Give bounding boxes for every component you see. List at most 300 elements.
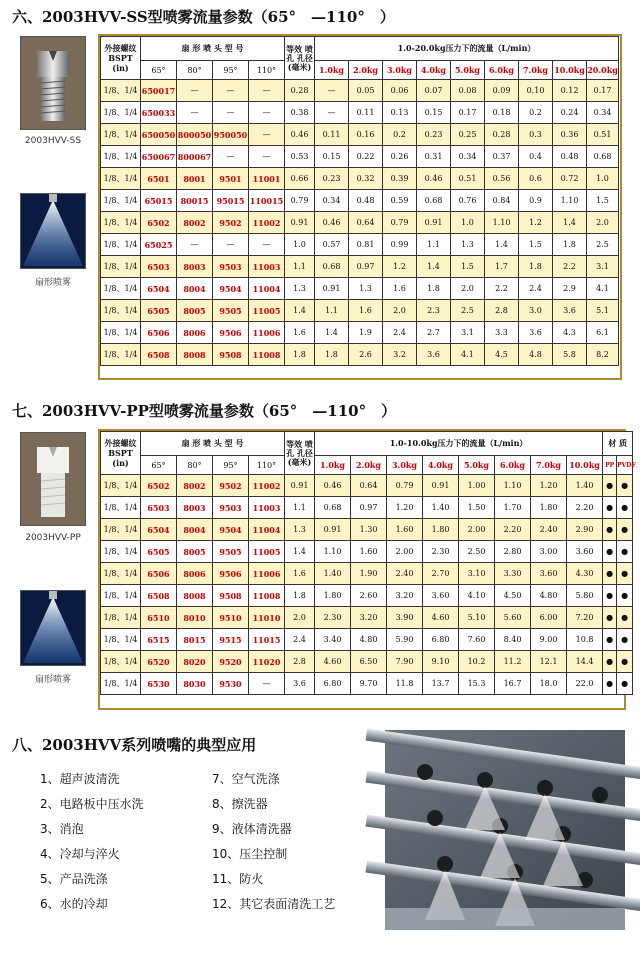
table-cell: 0.51 — [451, 168, 485, 190]
table-cell: ● — [603, 475, 617, 497]
table-cell: 1.4 — [285, 300, 315, 322]
table-cell: 6515 — [141, 629, 177, 651]
section-ss-title: 六、2003HVV-SS型喷雾流量参数（65° —110° ） — [12, 8, 395, 26]
table-cell: 2.40 — [531, 519, 567, 541]
table-cell: 2.0 — [285, 607, 315, 629]
table-cell: 2.2 — [553, 256, 587, 278]
pp-nozzle-photo — [20, 432, 86, 526]
table-cell: 11005 — [249, 300, 285, 322]
table-cell: 0.9 — [519, 190, 553, 212]
table-cell: 8002 — [177, 212, 213, 234]
table-cell: 1.4 — [417, 256, 451, 278]
pp-pressure-header: 5.0kg — [459, 456, 495, 475]
table-cell: 1/8、1/4 — [101, 124, 141, 146]
table-cell: 2.2 — [485, 278, 519, 300]
pp-angle-header: 80° — [177, 456, 213, 475]
table-cell: ● — [603, 585, 617, 607]
table-cell: 1/8、1/4 — [101, 300, 141, 322]
table-cell: 1/8、1/4 — [101, 146, 141, 168]
table-cell: 4.5 — [485, 344, 519, 366]
table-cell: 12.1 — [531, 651, 567, 673]
ss-nozzle-photo — [20, 36, 86, 130]
table-cell: 0.99 — [383, 234, 417, 256]
table-cell: 2.40 — [387, 563, 423, 585]
table-cell: 4.80 — [531, 585, 567, 607]
table-cell: — — [315, 80, 349, 102]
pp-material-header: PVDF — [617, 456, 633, 475]
list-item: 3、消泡 — [40, 822, 84, 836]
table-cell: 2.5 — [451, 300, 485, 322]
table-cell: 0.72 — [553, 168, 587, 190]
table-cell: 0.17 — [451, 102, 485, 124]
table-cell: 0.97 — [351, 497, 387, 519]
table-cell: 3.3 — [485, 322, 519, 344]
table-cell: 1.80 — [531, 497, 567, 519]
ss-pressure-header: 20.0kg — [587, 61, 619, 80]
plastic-nozzle-icon — [21, 433, 85, 525]
table-cell: 9510 — [213, 607, 249, 629]
table-cell: 4.1 — [587, 278, 619, 300]
table-cell: 0.32 — [349, 168, 383, 190]
list-item: 4、冷却与淬火 — [40, 847, 120, 861]
table-cell: 4.8 — [519, 344, 553, 366]
table-cell: 8001 — [177, 168, 213, 190]
table-row — [101, 607, 633, 629]
table-cell: 5.60 — [495, 607, 531, 629]
table-cell: 110015 — [249, 190, 285, 212]
table-cell: 0.08 — [451, 80, 485, 102]
pp-pressure-header: 6.0kg — [495, 456, 531, 475]
table-cell: 0.91 — [417, 212, 451, 234]
table-cell: 4.10 — [459, 585, 495, 607]
table-cell: 1.2 — [383, 256, 417, 278]
pp-angle-header: 95° — [213, 456, 249, 475]
table-cell: 8006 — [177, 322, 213, 344]
table-cell: 1.0 — [587, 168, 619, 190]
table-cell: 1.4 — [485, 234, 519, 256]
metal-nozzle-icon — [21, 37, 85, 129]
table-cell: 2.60 — [351, 585, 387, 607]
table-cell: — — [315, 102, 349, 124]
ss-orifice-header: 等效 喷孔 孔径 (毫米) — [285, 37, 315, 80]
table-cell: 2.5 — [587, 234, 619, 256]
table-cell: ● — [603, 563, 617, 585]
table-cell: 0.56 — [485, 168, 519, 190]
table-cell: — — [177, 80, 213, 102]
ss-pressure-header: 3.0kg — [383, 61, 417, 80]
table-cell: 3.1 — [451, 322, 485, 344]
table-cell: 6504 — [141, 519, 177, 541]
table-cell: 1/8、1/4 — [101, 102, 141, 124]
table-row — [101, 344, 619, 366]
table-cell: 2.8 — [285, 651, 315, 673]
table-cell: 6505 — [141, 300, 177, 322]
table-cell: 1/8、1/4 — [101, 541, 141, 563]
table-cell: 1.8 — [285, 344, 315, 366]
table-row — [101, 278, 619, 300]
table-cell: 0.26 — [383, 146, 417, 168]
table-cell: 3.20 — [387, 585, 423, 607]
ss-flow-header: 1.0-20.0kg压力下的流量（L/min） — [315, 37, 619, 61]
table-cell: 1/8、1/4 — [101, 629, 141, 651]
table-cell: 1/8、1/4 — [101, 563, 141, 585]
table-row — [101, 190, 619, 212]
table-cell: 1/8、1/4 — [101, 278, 141, 300]
table-cell: 0.36 — [553, 124, 587, 146]
table-row — [101, 146, 619, 168]
table-cell: 2.90 — [567, 519, 603, 541]
table-cell: 6530 — [141, 673, 177, 695]
table-cell: 0.13 — [383, 102, 417, 124]
table-cell: 0.16 — [349, 124, 383, 146]
table-cell: 1.70 — [495, 497, 531, 519]
table-cell: 9506 — [213, 322, 249, 344]
table-cell: 8030 — [177, 673, 213, 695]
table-cell: 0.06 — [383, 80, 417, 102]
table-cell: 0.17 — [587, 80, 619, 102]
table-cell: 9505 — [213, 541, 249, 563]
pp-spray-caption: 扇形喷雾 — [34, 675, 71, 685]
table-cell: 6510 — [141, 607, 177, 629]
table-cell: 6508 — [141, 585, 177, 607]
table-cell: 4.1 — [451, 344, 485, 366]
table-cell: 2.30 — [423, 541, 459, 563]
table-cell: 2.00 — [459, 519, 495, 541]
table-cell: 0.68 — [315, 256, 349, 278]
table-cell: 3.60 — [423, 585, 459, 607]
table-cell: 0.11 — [349, 102, 383, 124]
pp-model-header: 扇 形 喷 头 型 号 — [141, 432, 285, 456]
table-cell: 2.50 — [459, 541, 495, 563]
table-cell: 65025 — [141, 234, 177, 256]
table-cell: 1.80 — [315, 585, 351, 607]
table-cell: 11015 — [249, 629, 285, 651]
table-cell: 8004 — [177, 278, 213, 300]
table-cell: 6508 — [141, 344, 177, 366]
table-cell: — — [249, 102, 285, 124]
table-cell: 80015 — [177, 190, 213, 212]
table-cell: 0.46 — [315, 475, 351, 497]
table-cell: 1.0 — [285, 234, 315, 256]
table-cell: 1/8、1/4 — [101, 256, 141, 278]
table-cell: 9.10 — [423, 651, 459, 673]
table-cell: 11004 — [249, 519, 285, 541]
table-cell: 9.00 — [531, 629, 567, 651]
table-cell: 0.23 — [315, 168, 349, 190]
table-cell: 1.6 — [349, 300, 383, 322]
table-cell: 1.0 — [451, 212, 485, 234]
list-item: 1、超声波清洗 — [40, 772, 120, 786]
table-cell: 1.20 — [531, 475, 567, 497]
table-cell: 0.91 — [423, 475, 459, 497]
table-cell: 11004 — [249, 278, 285, 300]
table-cell: — — [249, 673, 285, 695]
table-cell: ● — [617, 519, 633, 541]
ss-pressure-header: 2.0kg — [349, 61, 383, 80]
table-cell: ● — [617, 673, 633, 695]
table-cell: 1.5 — [519, 234, 553, 256]
table-cell: 1.3 — [285, 519, 315, 541]
table-cell: 3.6 — [553, 300, 587, 322]
table-cell: 0.25 — [451, 124, 485, 146]
table-cell: 1.1 — [285, 256, 315, 278]
table-cell: 4.30 — [567, 563, 603, 585]
table-cell: 18.0 — [531, 673, 567, 695]
table-cell: 3.1 — [587, 256, 619, 278]
list-item: 8、擦洗器 — [212, 797, 268, 811]
table-cell: 1.40 — [423, 497, 459, 519]
table-cell: 0.22 — [349, 146, 383, 168]
table-cell: 5.80 — [567, 585, 603, 607]
ss-angle-header: 95° — [213, 61, 249, 80]
table-cell: 1.6 — [285, 563, 315, 585]
table-cell: 0.38 — [285, 102, 315, 124]
table-cell: 65015 — [141, 190, 177, 212]
ss-pressure-header: 4.0kg — [417, 61, 451, 80]
table-cell: 6.80 — [423, 629, 459, 651]
table-cell: 800050 — [177, 124, 213, 146]
table-cell: 2.6 — [349, 344, 383, 366]
table-cell: 0.91 — [315, 519, 351, 541]
table-cell: 8003 — [177, 256, 213, 278]
pp-nozzle-caption: 2003HVV-PP — [25, 533, 81, 543]
table-cell: 650050 — [141, 124, 177, 146]
pp-spray-photo — [20, 590, 86, 666]
table-cell: 1.4 — [553, 212, 587, 234]
ss-pressure-header: 1.0kg — [315, 61, 349, 80]
table-cell: 9530 — [213, 673, 249, 695]
ss-model-header: 扇 形 喷 头 型 号 — [141, 37, 285, 61]
application-photo — [385, 730, 625, 930]
pp-pressure-header: 4.0kg — [423, 456, 459, 475]
table-cell: — — [213, 234, 249, 256]
table-cell: 0.79 — [387, 475, 423, 497]
table-cell: 9515 — [213, 629, 249, 651]
table-cell: 10.8 — [567, 629, 603, 651]
fan-spray-icon — [21, 194, 85, 268]
table-cell: 0.84 — [485, 190, 519, 212]
table-cell: 950050 — [213, 124, 249, 146]
table-cell: 6.00 — [531, 607, 567, 629]
table-cell: 1.90 — [351, 563, 387, 585]
table-cell: 3.10 — [459, 563, 495, 585]
ss-angle-header: 110° — [249, 61, 285, 80]
table-cell: 4.60 — [315, 651, 351, 673]
table-cell: 0.46 — [285, 124, 315, 146]
table-cell: 9503 — [213, 256, 249, 278]
table-cell: 9506 — [213, 563, 249, 585]
table-cell: 1/8、1/4 — [101, 168, 141, 190]
table-cell: 16.7 — [495, 673, 531, 695]
table-cell: 0.68 — [417, 190, 451, 212]
table-cell: — — [213, 80, 249, 102]
table-cell: 6505 — [141, 541, 177, 563]
table-cell: 8002 — [177, 475, 213, 497]
table-cell: 6520 — [141, 651, 177, 673]
pp-material-header: 材 质 — [603, 432, 633, 456]
table-cell: 5.90 — [387, 629, 423, 651]
table-cell: 6506 — [141, 563, 177, 585]
pp-angle-header: 65° — [141, 456, 177, 475]
pp-pressure-header: 3.0kg — [387, 456, 423, 475]
table-cell: — — [249, 80, 285, 102]
table-cell: 0.46 — [315, 212, 349, 234]
table-cell: 11002 — [249, 475, 285, 497]
pp-pressure-header: 2.0kg — [351, 456, 387, 475]
table-cell: 9504 — [213, 519, 249, 541]
table-cell: 1.8 — [285, 585, 315, 607]
table-row — [101, 585, 633, 607]
table-cell: ● — [617, 607, 633, 629]
table-cell: 0.68 — [587, 146, 619, 168]
ss-pressure-header: 10.0kg — [553, 61, 587, 80]
table-cell: 0.2 — [383, 124, 417, 146]
table-cell: 2.00 — [387, 541, 423, 563]
table-cell: 11003 — [249, 256, 285, 278]
ss-pressure-header: 7.0kg — [519, 61, 553, 80]
pp-flow-table — [100, 431, 636, 695]
apps-left-list — [40, 770, 220, 920]
table-cell: 0.48 — [553, 146, 587, 168]
table-cell: 6.80 — [315, 673, 351, 695]
list-item: 2、电路板中压水洗 — [40, 797, 144, 811]
table-cell: 1/8、1/4 — [101, 519, 141, 541]
table-cell: 0.05 — [349, 80, 383, 102]
table-cell: 1.60 — [351, 541, 387, 563]
table-row — [101, 168, 619, 190]
list-item: 12、其它表面清洗工艺 — [212, 897, 336, 911]
table-cell: 1.10 — [315, 541, 351, 563]
table-row — [101, 102, 619, 124]
table-row — [101, 124, 619, 146]
table-cell: 1/8、1/4 — [101, 585, 141, 607]
table-cell: 1/8、1/4 — [101, 607, 141, 629]
table-cell: 9502 — [213, 475, 249, 497]
table-cell: 6503 — [141, 256, 177, 278]
table-cell: 7.90 — [387, 651, 423, 673]
table-cell: 0.64 — [349, 212, 383, 234]
table-cell: 0.39 — [383, 168, 417, 190]
table-cell: 7.60 — [459, 629, 495, 651]
table-cell: 11020 — [249, 651, 285, 673]
table-cell: 650067 — [141, 146, 177, 168]
table-cell: 1.10 — [495, 475, 531, 497]
table-cell: 1.1 — [417, 234, 451, 256]
ss-nozzle-caption: 2003HVV-SS — [24, 136, 82, 146]
table-cell: 8008 — [177, 344, 213, 366]
table-cell: 1.8 — [417, 278, 451, 300]
table-cell: 2.7 — [417, 322, 451, 344]
table-cell: 8005 — [177, 300, 213, 322]
table-cell: 0.66 — [285, 168, 315, 190]
table-cell: 1/8、1/4 — [101, 234, 141, 256]
table-cell: 1.2 — [519, 212, 553, 234]
ss-pressure-header: 5.0kg — [451, 61, 485, 80]
table-cell: 0.48 — [349, 190, 383, 212]
table-cell: 650017 — [141, 80, 177, 102]
table-cell: 8020 — [177, 651, 213, 673]
table-cell: 0.3 — [519, 124, 553, 146]
table-cell: 5.10 — [459, 607, 495, 629]
table-cell: 8.40 — [495, 629, 531, 651]
table-cell: 1.5 — [587, 190, 619, 212]
table-cell: 5.8 — [553, 344, 587, 366]
table-row — [101, 541, 633, 563]
table-cell: 3.0 — [519, 300, 553, 322]
ss-angle-header: 65° — [141, 61, 177, 80]
list-item: 7、空气洗涤 — [212, 772, 280, 786]
table-cell: 4.80 — [351, 629, 387, 651]
table-row — [101, 673, 633, 695]
table-cell: 1.40 — [315, 563, 351, 585]
table-cell: 3.6 — [519, 322, 553, 344]
washing-line-illustration — [385, 730, 625, 930]
table-cell: 1.60 — [387, 519, 423, 541]
table-cell: 1.30 — [351, 519, 387, 541]
table-cell: — — [249, 234, 285, 256]
table-cell: 3.00 — [531, 541, 567, 563]
ss-angle-header: 80° — [177, 61, 213, 80]
table-cell: ● — [617, 497, 633, 519]
table-cell: 3.6 — [285, 673, 315, 695]
list-item: 6、水的冷却 — [40, 897, 108, 911]
table-cell: — — [213, 146, 249, 168]
table-cell: 2.0 — [451, 278, 485, 300]
table-cell: 0.24 — [553, 102, 587, 124]
table-cell: 0.64 — [351, 475, 387, 497]
table-cell: 0.34 — [587, 102, 619, 124]
table-cell: ● — [603, 607, 617, 629]
table-cell: 3.6 — [417, 344, 451, 366]
table-cell: 1.1 — [315, 300, 349, 322]
table-cell: 1/8、1/4 — [101, 80, 141, 102]
table-cell: 0.15 — [315, 146, 349, 168]
pp-pressure-header: 1.0kg — [315, 456, 351, 475]
table-cell: 2.0 — [587, 212, 619, 234]
table-cell: 1.10 — [485, 212, 519, 234]
table-cell: 2.8 — [485, 300, 519, 322]
table-cell: 0.51 — [587, 124, 619, 146]
table-cell: 8010 — [177, 607, 213, 629]
table-cell: 2.4 — [285, 629, 315, 651]
table-cell: 2.0 — [383, 300, 417, 322]
table-row — [101, 497, 633, 519]
table-cell: — — [213, 102, 249, 124]
table-cell: 3.60 — [567, 541, 603, 563]
table-cell: ● — [603, 629, 617, 651]
table-cell: ● — [603, 673, 617, 695]
list-item: 5、产品洗涤 — [40, 872, 108, 886]
table-cell: 6502 — [141, 475, 177, 497]
table-cell: 8008 — [177, 585, 213, 607]
table-cell: 8005 — [177, 541, 213, 563]
table-cell: 2.30 — [315, 607, 351, 629]
ss-pressure-header: 6.0kg — [485, 61, 519, 80]
table-cell: 2.20 — [567, 497, 603, 519]
table-cell: 6506 — [141, 322, 177, 344]
table-cell: 1/8、1/4 — [101, 344, 141, 366]
table-row — [101, 629, 633, 651]
table-cell: 2.4 — [519, 278, 553, 300]
table-cell: 0.15 — [417, 102, 451, 124]
table-cell: 0.91 — [285, 212, 315, 234]
table-cell: 1/8、1/4 — [101, 190, 141, 212]
table-cell: 6503 — [141, 497, 177, 519]
table-cell: 1.10 — [553, 190, 587, 212]
table-cell: 9508 — [213, 344, 249, 366]
table-cell: 650033 — [141, 102, 177, 124]
table-cell: 8.2 — [587, 344, 619, 366]
